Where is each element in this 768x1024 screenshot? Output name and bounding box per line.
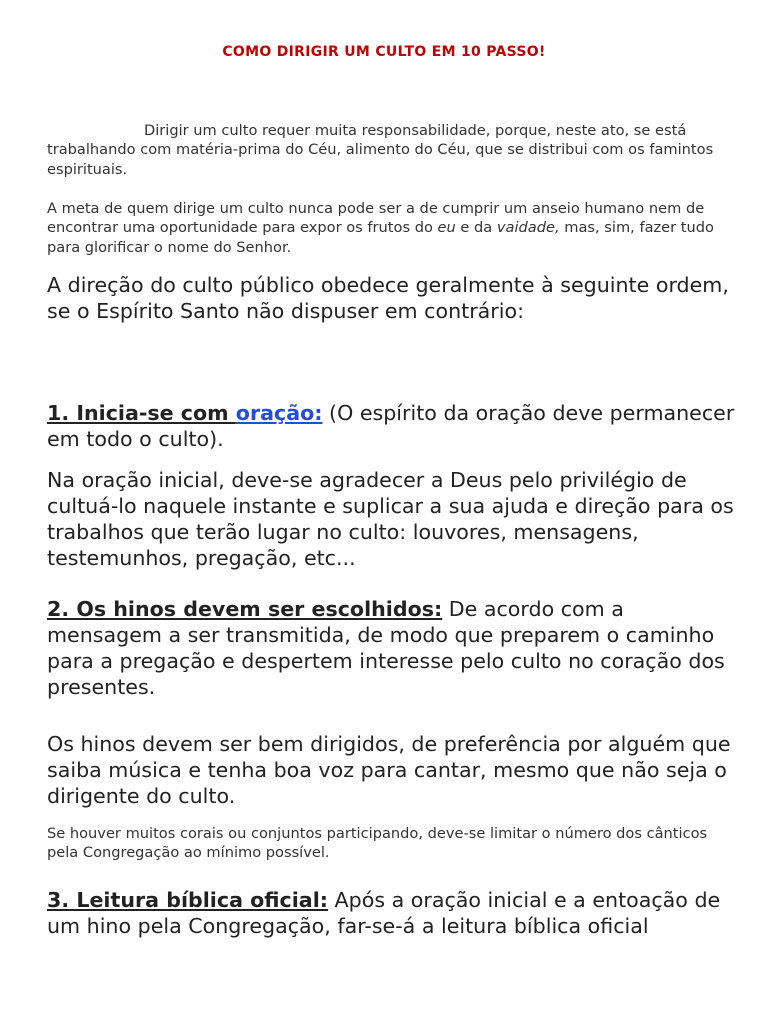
goal-emphasis-eu: eu (437, 219, 456, 237)
goal-text-2: e da (455, 219, 497, 237)
choirs-paragraph: Se houver muitos corais ou conjuntos participando, deve-se limitar o número dos cânticos pela Congregação ao mínimo possível. (47, 825, 708, 862)
document-title: COMO DIRIGIR UM CULTO EM 10 PASSO! (222, 44, 546, 60)
step-3-heading: 3. Leitura bíblica oficial: (47, 888, 329, 912)
step-1-heading: 1. Inicia-se com (47, 401, 236, 425)
oracao-link[interactable]: oração: (235, 401, 323, 425)
step-3-text: Após a oração inicial e a entoação de um hino pela Congregação, far-se-á a leitura bíblica oficial (47, 888, 721, 938)
goal-paragraph (47, 199, 727, 257)
goal-text-1: A meta de quem dirige um culto nunca pode ser a de cumprir um anseio humano nem de encontrar uma oportunidade para expor os frutos do (47, 200, 705, 237)
step-2-section (47, 596, 737, 700)
goal-text-3: mas, sim, fazer tudo para glorificar o nome do Senhor. (47, 219, 714, 256)
step-1-text: (O espírito da oração deve permanecer em todo o culto). (47, 401, 735, 451)
prayer-paragraph: Na oração inicial, deve-se agradecer a Deus pelo privilégio de cultuá-lo naquele instante e suplicar a sua ajuda e direção para os trabalhos que terão lugar no culto: louvores, mensagens, testemunhos, pregação, etc... (47, 468, 734, 570)
step-2-text: De acordo com a mensagem a ser transmitida, de modo que preparem o caminho para a pregação e despertem interesse pelo culto no coração dos presentes. (47, 597, 725, 699)
hymns-paragraph: Os hinos devem ser bem dirigidos, de preferência por alguém que saiba música e tenha boa voz para cantar, mesmo que não seja o dirigente do culto. (47, 732, 731, 808)
step-1-section (47, 400, 737, 452)
step-3-section (47, 887, 737, 939)
order-intro-paragraph: A direção do culto público obedece geralmente à seguinte ordem, se o Espírito Santo não dispuser em contrário: (47, 273, 729, 323)
intro-paragraph: Dirigir um culto requer muita responsabilidade, porque, neste ato, se está trabalhando com matéria-prima do Céu, alimento do Céu, que se distribui com os famintos espirituais. (47, 122, 714, 178)
goal-emphasis-vaidade: vaidade, (496, 219, 560, 237)
step-2-heading: 2. Os hinos devem ser escolhidos: (47, 597, 443, 621)
